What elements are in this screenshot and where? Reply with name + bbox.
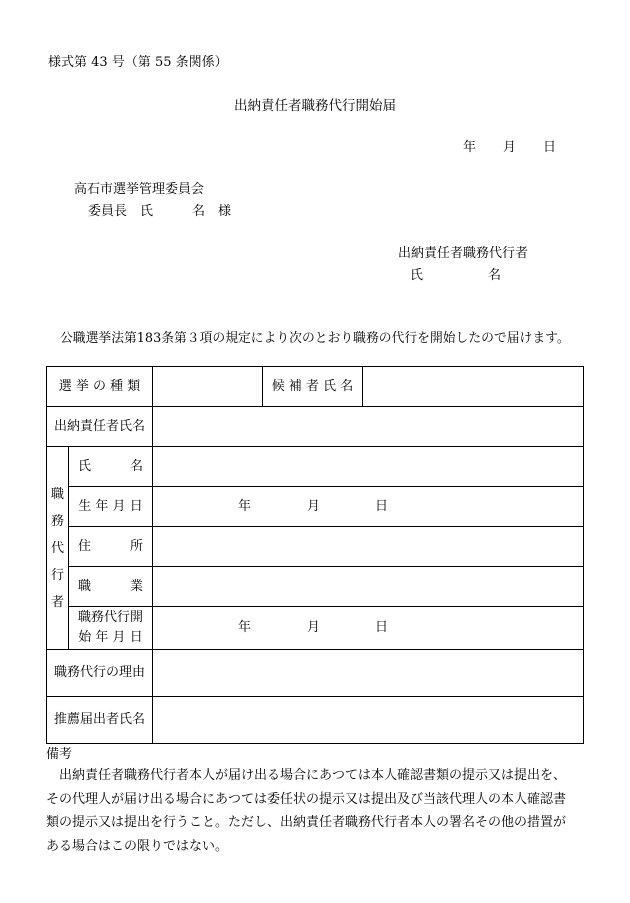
addressee-committee: 高石市選挙管理委員会 — [74, 182, 205, 197]
candidate-name-label: 候 補 者 氏 名 — [263, 367, 363, 407]
deputy-name-label: 氏 名 — [69, 447, 153, 487]
address-field[interactable] — [153, 527, 584, 567]
election-type-label: 選 挙 の 種 類 — [47, 367, 153, 407]
occupation-field[interactable] — [153, 567, 584, 607]
sender-role: 出納責任者職務代行者 — [398, 246, 529, 261]
start-day-label: 日 — [375, 620, 389, 635]
start-month-label: 月 — [307, 620, 321, 635]
occupation-label: 職 業 — [69, 567, 153, 607]
reason-field[interactable] — [153, 650, 584, 697]
recommender-label: 推薦届出者氏名 — [47, 697, 153, 744]
birth-date-label: 生 年 月 日 — [69, 487, 153, 527]
deputy-name-field[interactable] — [153, 447, 584, 487]
treasurer-name-label: 出納責任者氏名 — [47, 407, 153, 447]
remarks-line: その代理人が届け出る場合にあつては委任状の提示又は提出及び当該代理人の本人確認書 — [46, 791, 567, 807]
address-label: 住 所 — [69, 527, 153, 567]
election-type-field[interactable] — [153, 367, 263, 407]
birth-date-field[interactable] — [153, 487, 584, 527]
start-year-label: 年 — [238, 620, 252, 635]
deputy-form-table — [46, 366, 584, 744]
sender-name-label: 氏 名 — [410, 268, 502, 283]
recommender-field[interactable] — [153, 697, 584, 744]
remarks-line: ある場合はこの限りではない。 — [46, 838, 229, 854]
date-day-label: 日 — [543, 140, 557, 155]
form-number: 様式第 43 号（第 55 条関係） — [48, 55, 228, 70]
remarks-line: 出納責任者職務代行者本人が届け出る場合にあつては本人確認書類の提示又は提出を、 — [46, 768, 567, 783]
reason-label: 職務代行の理由 — [47, 650, 153, 697]
remarks-title: 備考 — [46, 747, 73, 762]
candidate-name-field[interactable] — [363, 367, 584, 407]
deputy-group-label: 職 務 代 行 者 — [47, 447, 69, 650]
document-title: 出納責任者職務代行開始届 — [234, 98, 396, 114]
date-month-label: 月 — [503, 140, 517, 155]
start-date-label: 職務代行開 始 年 月 日 — [69, 607, 153, 650]
submission-date — [463, 136, 556, 155]
birth-month-label: 月 — [307, 498, 321, 514]
birth-day-label: 日 — [375, 498, 389, 514]
birth-year-label: 年 — [238, 498, 252, 514]
remarks-body — [46, 764, 591, 858]
treasurer-name-field[interactable] — [153, 407, 584, 447]
remarks-line: 類の提示又は提出を行うこと。ただし、出納責任者職務代行者本人の署名その他の措置が — [46, 815, 567, 830]
start-date-field[interactable] — [153, 607, 584, 650]
date-year-label: 年 — [463, 140, 477, 155]
addressee-chair: 委員長 氏 名 様 — [88, 204, 232, 219]
statement-text: 公職選挙法第183条第３項の規定により次のとおり職務の代行を開始したので届けます。 — [60, 331, 570, 346]
